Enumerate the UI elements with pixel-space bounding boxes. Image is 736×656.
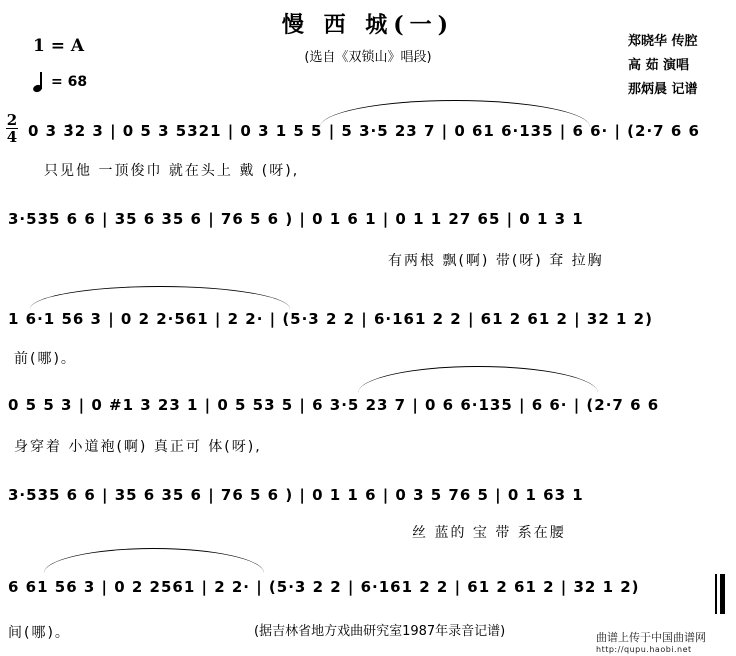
quarter-note-icon <box>33 72 45 92</box>
phrase-slur <box>358 366 598 393</box>
lyrics-line-2: 有两根 飘(啊) 带(呀) 耷 拉胸 <box>388 253 604 269</box>
page-title: 慢 西 城(一) <box>281 12 455 38</box>
phrase-slur <box>30 286 290 309</box>
credits <box>628 30 698 102</box>
lyrics-line-3: 前(哪)。 <box>14 351 77 367</box>
score-line-1: 0 3 3̇2 3 | 0 5 3 5321 | 0 3 1 5 5 | 5 3·5 23 7 | 0 61 6·135 | 6 6· | (2·7 6 6 <box>28 122 700 140</box>
tempo-marking <box>33 72 87 92</box>
time-signature: 2 4 <box>6 111 18 146</box>
credit-singer: 高 茹 演唱 <box>628 58 690 73</box>
source-note: (据吉林省地方戏曲研究室1987年录音记谱) <box>254 624 506 639</box>
final-barline-thick <box>720 574 725 614</box>
score-line-2: 3·535 6 6 | 35 6 35 6 | 76 5 6 ) | 0 1 6 1 | 0 1 1 27 65 | 0 1 3 1 <box>8 210 584 228</box>
credit-transcriber: 那炳晨 记谱 <box>628 82 698 97</box>
score-line-5: 3·535 6 6 | 35 6 35 6 | 76 5 6 ) | 0 1 1 6 | 0 3 5 76 5 | 0 1 63 1 <box>8 486 584 504</box>
phrase-slur <box>44 548 264 573</box>
score-line-3: 1 6·1 56 3 | 0 2 2·561 | 2 2· | (5·3 2 2 | 6·161 2 2 | 61 2 61 2 | 32 1 2) <box>8 310 653 328</box>
credit-composer: 郑晓华 传腔 <box>628 34 698 49</box>
tempo-value: = 68 <box>51 74 88 90</box>
lyrics-line-6: 间(哪)。 <box>8 625 71 641</box>
key-signature: 1 = A <box>33 36 85 56</box>
lyrics-line-5: 丝 蓝的 宝 带 系在腰 <box>412 525 566 541</box>
score-line-4: 0 5 5 3 | 0 #1 3 23 1 | 0 5 53 5 | 6 3·5 23 7 | 0 6 6·135 | 6 6· | (2·7 6 6 <box>8 396 660 414</box>
final-barline-thin <box>715 574 717 614</box>
lyrics-line-4: 身穿着 小道袍(啊) 真正可 体(呀), <box>14 439 262 455</box>
watermark: 曲谱上传于中国曲谱网 http://qupu.haobi.net <box>596 631 706 654</box>
lyrics-line-1: 只见他 一顶俊巾 就在头上 戴 (呀), <box>44 163 300 179</box>
score-line-6: 6 61 56 3 | 0 2 2561 | 2 2· | (5·3 2 2 | 6·161 2 2 | 61 2 61 2 | 32 1 2) <box>8 578 640 596</box>
subtitle: (选自《双锁山》唱段) <box>304 50 432 65</box>
